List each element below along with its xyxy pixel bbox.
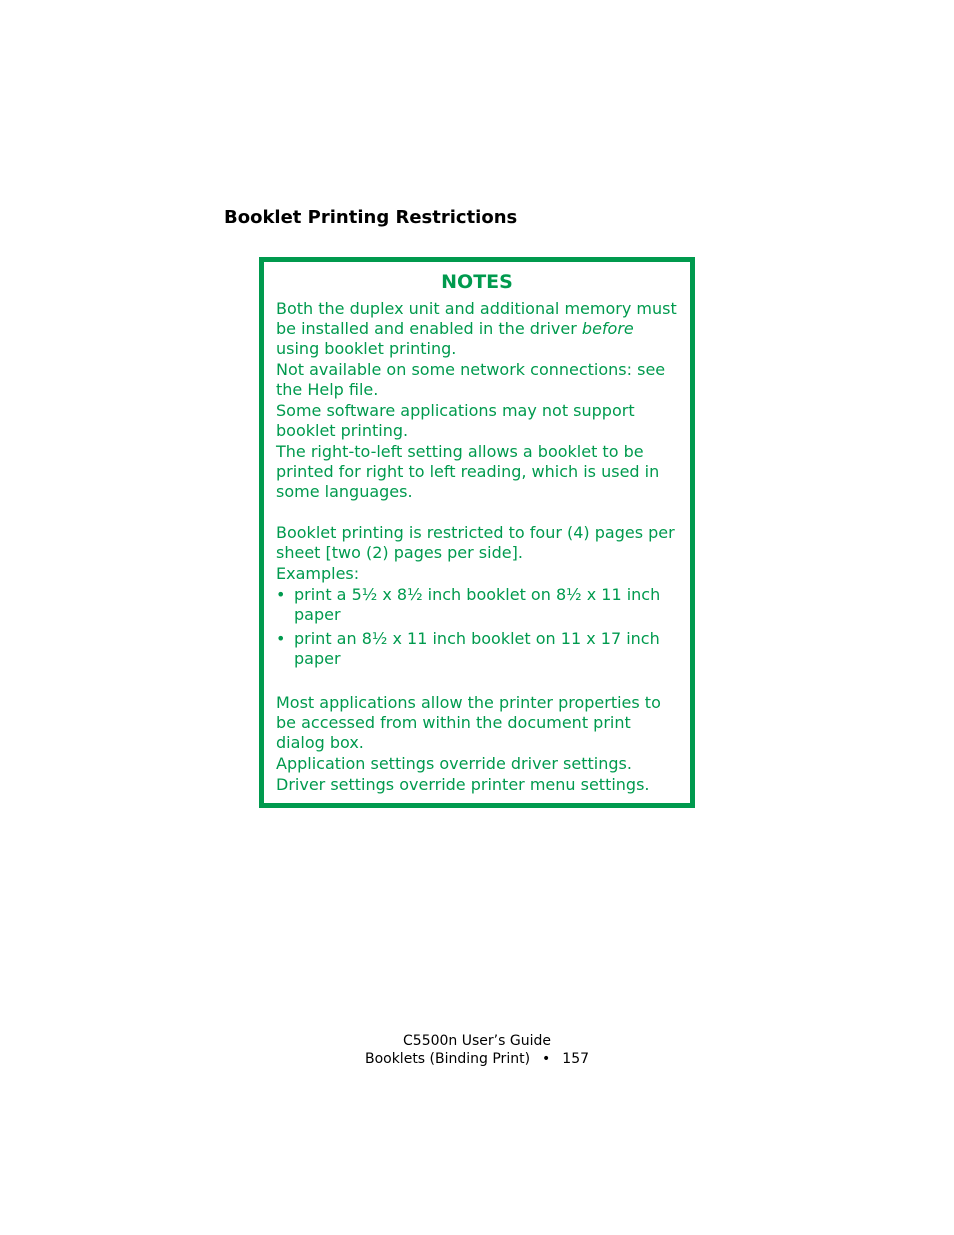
footer-chapter-line (0, 1050, 954, 1068)
bullet-icon: • (276, 585, 286, 604)
section-title: Booklet Printing Restrictions (224, 207, 518, 228)
example-text: print a 5½ x 8½ inch booklet on 8½ x 11 inch paper (294, 585, 661, 624)
example-text: print an 8½ x 11 inch booklet on 11 x 17 inch paper (294, 629, 660, 668)
page-number: 157 (562, 1051, 590, 1067)
note-duplex-memory-text-1: Both the duplex unit and additional memory must be installed and enabled in the driver (276, 299, 677, 338)
footer-separator: • (542, 1051, 551, 1067)
note-printer-properties: Most applications allow the printer properties to be accessed from within the document print dialog box. (276, 693, 661, 752)
note-software-support: Some software applications may not support booklet printing. (276, 401, 635, 440)
note-pages-restriction: Booklet printing is restricted to four (4) pages per sheet [two (2) pages per side]. (276, 523, 675, 562)
list-item (276, 629, 678, 669)
notes-heading: NOTES (441, 271, 513, 293)
bullet-icon: • (276, 629, 286, 648)
notes-box (259, 257, 695, 808)
footer-guide-title: C5500n User’s Guide (403, 1033, 551, 1049)
spacer (276, 673, 678, 693)
note-duplex-memory (276, 299, 678, 359)
note-right-to-left: The right-to-left setting allows a booklet to be printed for right to left reading, which is used in some languages. (276, 442, 660, 501)
note-duplex-memory-text-2: using booklet printing. (276, 339, 457, 358)
note-driver-settings: Driver settings override printer menu settings. (276, 775, 650, 794)
page-footer (0, 1032, 954, 1068)
note-duplex-memory-emphasis: before (581, 319, 634, 338)
footer-chapter: Booklets (Binding Print) (364, 1051, 531, 1067)
note-network: Not available on some network connections: see the Help file. (276, 360, 666, 399)
list-item (276, 585, 678, 625)
spacer (276, 503, 678, 523)
note-examples-label: Examples: (276, 564, 360, 583)
note-application-settings: Application settings override driver settings. (276, 754, 632, 773)
examples-list (276, 585, 678, 669)
